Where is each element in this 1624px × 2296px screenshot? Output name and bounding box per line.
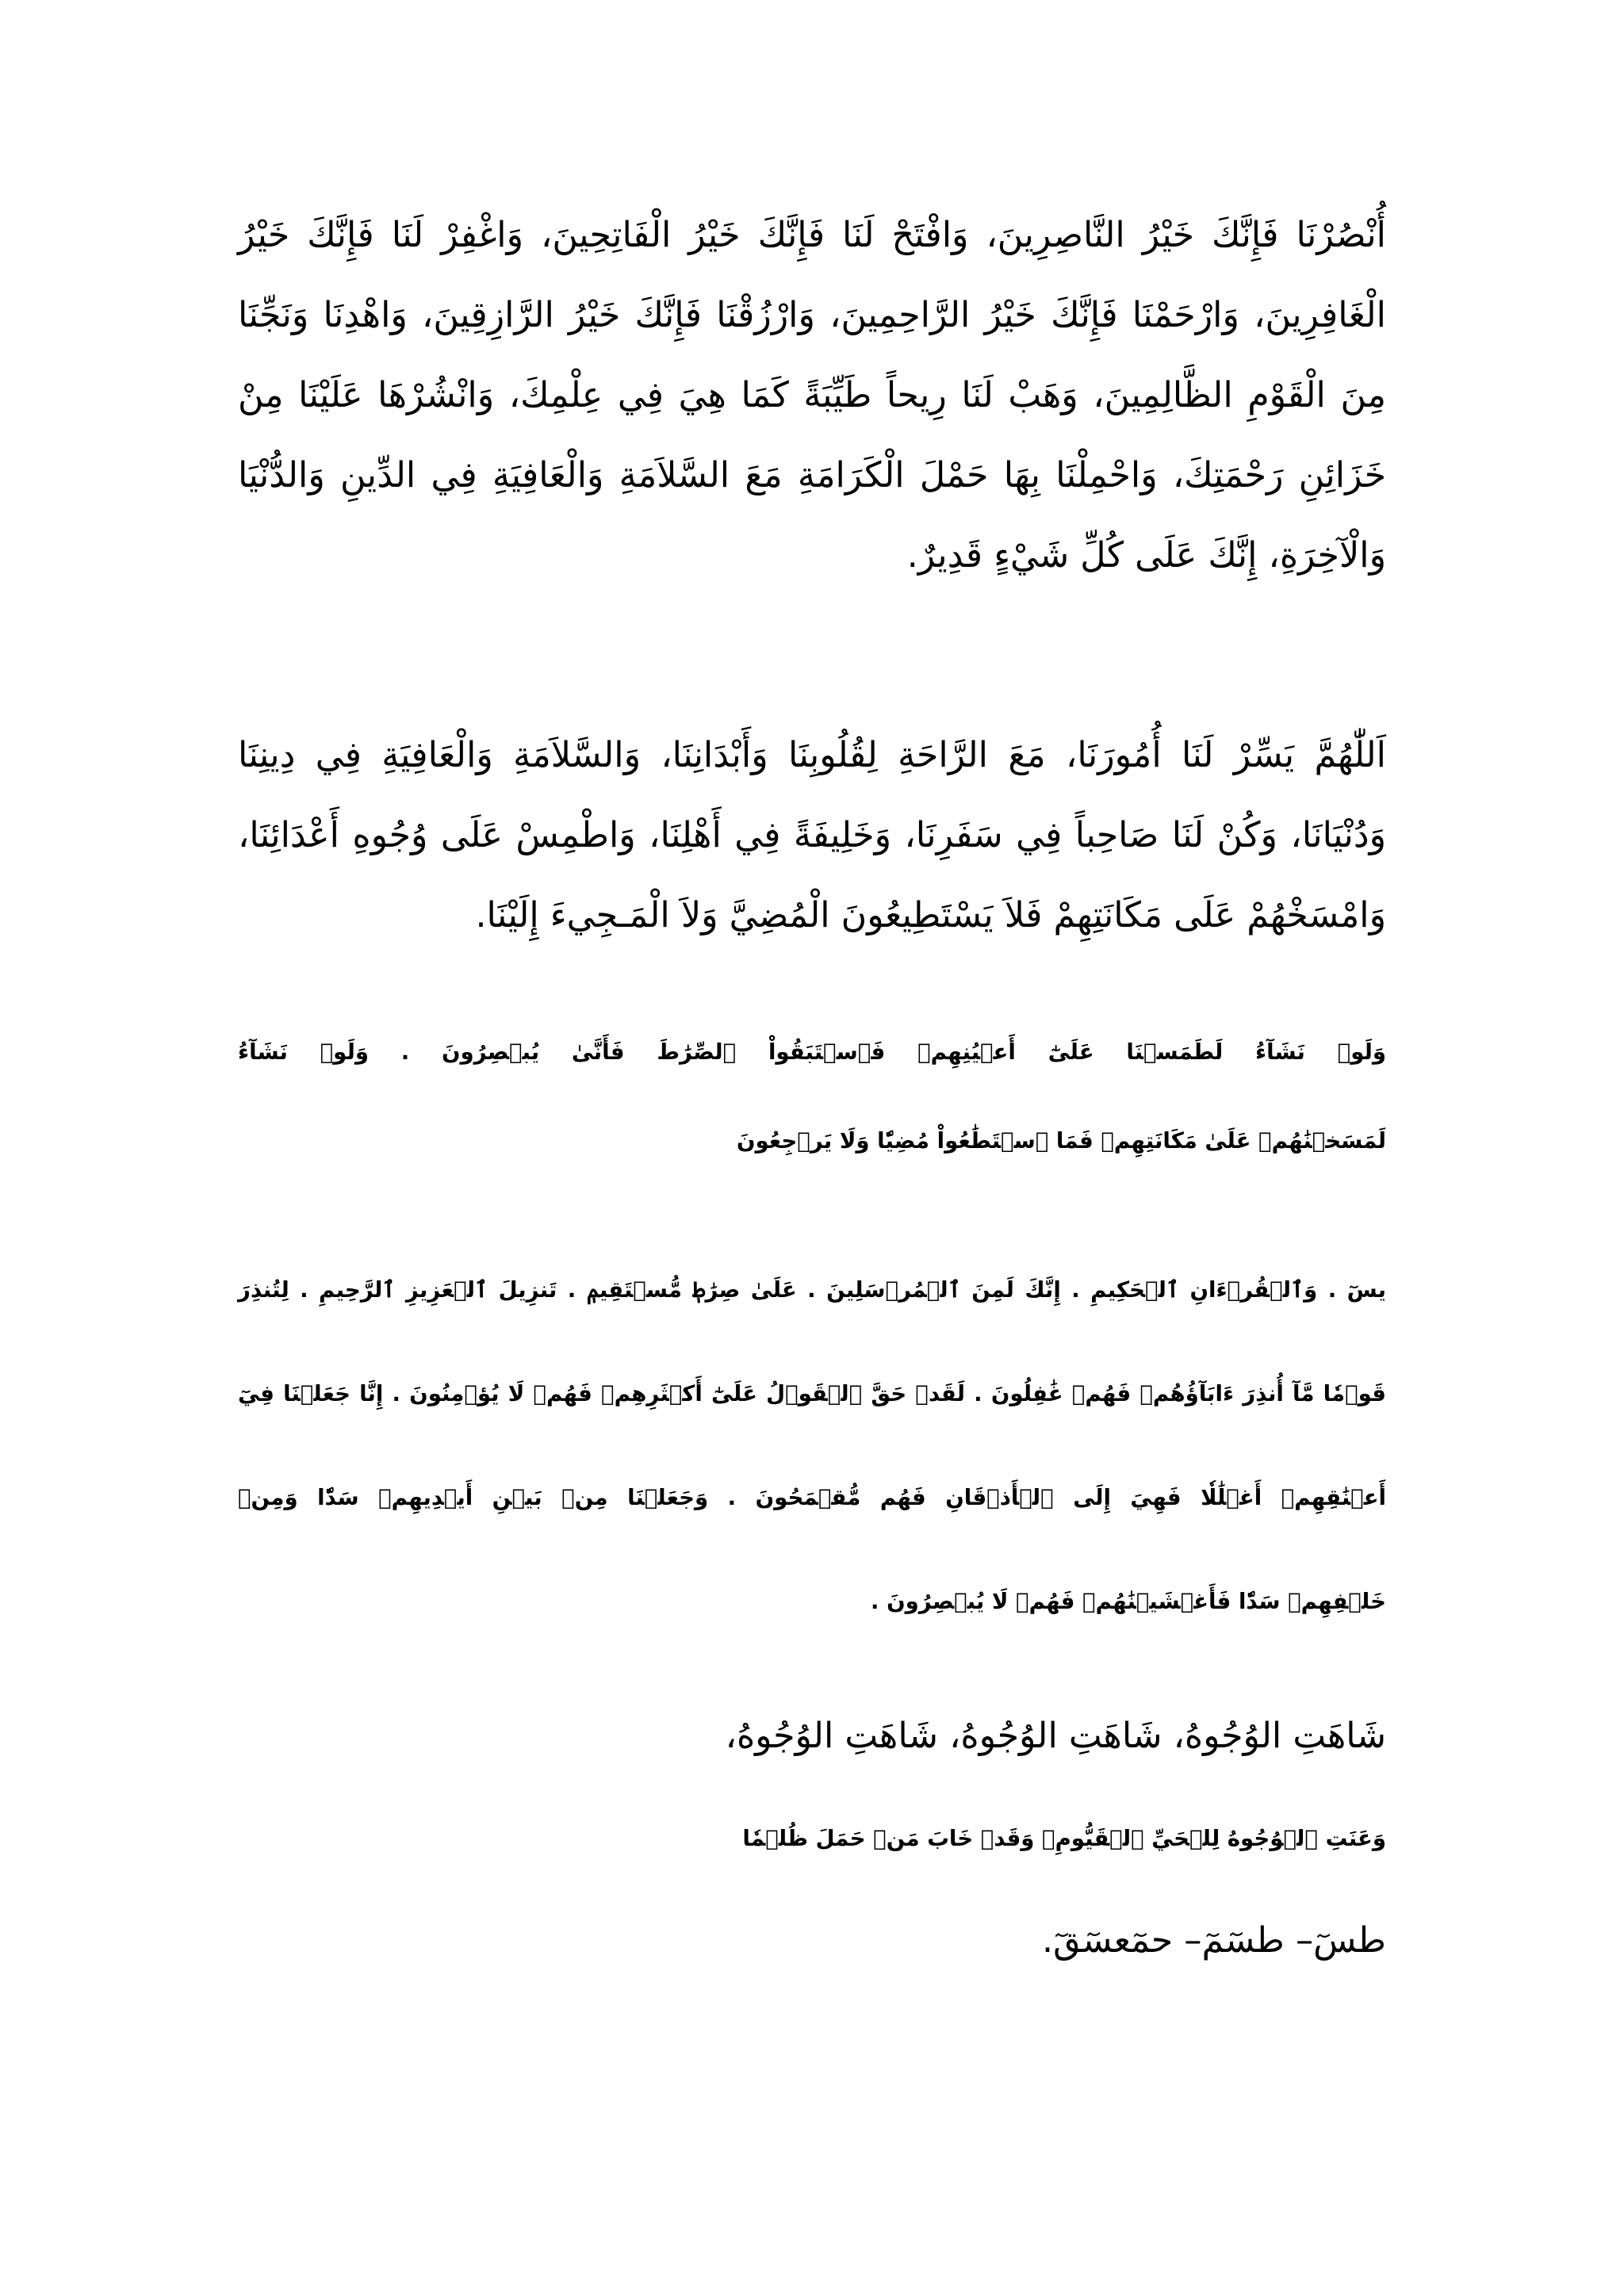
text-line: وَالْآخِرَةِ، إِنَّكَ عَلَى كُلِّ شَيْءٍ قَدِيرٌ. <box>906 535 1386 576</box>
supplication-paragraph-1 <box>238 195 1386 595</box>
phrase-line <box>238 1697 1386 1776</box>
text-line: وَلَوۡ نَشَآءُ لَطَمَسۡنَا عَلَىٰٓ أَعۡيُنِهِمۡ فَٱسۡتَبَقُواْ ٱلصِّرَٰطَ فَأَنَّىٰ يُبۡصِرُونَ . وَلَوۡ نَشَآءُ <box>238 1039 1386 1065</box>
text-line: خَزَائِنِ رَحْمَتِكَ، وَاحْمِلْنَا بِهَا حَمْلَ الْكَرَامَةِ مَعَ السَّلاَمَةِ وَالْعَافِيَةِ فِي الدِّينِ وَالدُّنْيَا <box>238 455 1386 496</box>
text-line: خَلۡفِهِمۡ سَدّٗا فَأَغۡشَيۡنَٰهُمۡ فَهُمۡ لَا يُبۡصِرُونَ . <box>871 1588 1386 1614</box>
text-line: الْغَافِرِينَ، وَارْحَمْنَا فَإِنَّكَ خَيْرُ الرَّاحِمِينَ، وَارْزُقْنَا فَإِنَّكَ خَيْرُ الرَّازِقِينَ، وَاهْدِنَا وَنَجِّنَا <box>238 295 1386 335</box>
letters-line <box>238 1901 1386 1980</box>
text-line: وَدُنْيَانَا، وَكُنْ لَنَا صَاحِباً فِي سَفَرِنَا، وَخَلِيفَةً فِي أَهْلِنَا، وَاطْمِسْ عَلَى وُجُوهِ أَعْدَائِنَا، <box>238 815 1386 855</box>
text-line: قَوۡمٗا مَّآ أُنذِرَ ءَابَآؤُهُمۡ فَهُمۡ غَٰفِلُونَ . لَقَدۡ حَقَّ ٱلۡقَوۡلُ عَلَىٰٓ أَكۡثَرِهِمۡ فَهُمۡ لَا يُؤۡمِنُونَ . إِنَّا جَعَلۡنَا فِيٓ <box>238 1380 1386 1406</box>
verse-paragraph-1 <box>238 1008 1386 1185</box>
text-line: وَامْسَخْهُمْ عَلَى مَكَانَتِهِمْ فَلاَ يَسْتَطِيعُونَ الْمُضِيَّ وَلاَ الْمَـجِيءَ إِلَيْنَا. <box>475 895 1386 936</box>
text-line: لَمَسَخۡنَٰهُمۡ عَلَىٰ مَكَانَتِهِمۡ فَمَا ٱسۡتَطَٰعُواْ مُضِيّٗا وَلَا يَرۡجِعُونَ <box>736 1127 1386 1154</box>
supplication-paragraph-2 <box>238 715 1386 955</box>
text-line: أَعۡنَٰقِهِمۡ أَغۡلَٰلٗا فَهِيَ إِلَى ٱلۡأَذۡقَانِ فَهُم مُّقۡمَحُونَ . وَجَعَلۡنَا مِنۢ بَيۡنِ أَيۡدِيهِمۡ سَدّٗا وَمِنۡ <box>238 1484 1386 1510</box>
text-line: أُنْصُرْنَا فَإِنَّكَ خَيْرُ النَّاصِرِينَ، وَافْتَحْ لَنَا فَإِنَّكَ خَيْرُ الْفَاتِحِينَ، وَاغْفِرْ لَنَا فَإِنَّكَ خَيْرُ <box>238 215 1386 255</box>
verse-paragraph-2 <box>238 1238 1386 1653</box>
text-line: شَاهَتِ الوُجُوهُ، شَاهَتِ الوُجُوهُ، شَاهَتِ الوُجُوهُ، <box>725 1716 1386 1756</box>
text-line: طسٓ– طسٓمٓ– حمٓعسٓقٓ. <box>1042 1920 1386 1961</box>
text-line: يسٓ . وَٱلۡقُرۡءَانِ ٱلۡحَكِيمِ . إِنَّكَ لَمِنَ ٱلۡمُرۡسَلِينَ . عَلَىٰ صِرَٰطٖ مُّسۡتَقِيمٖ . تَنزِيلَ ٱلۡعَزِيزِ ٱلرَّحِيمِ . لِتُنذِرَ <box>238 1276 1386 1303</box>
text-line: وَعَنَتِ ٱلۡوُجُوهُ لِلۡحَيِّ ٱلۡقَيُّومِۖ وَقَدۡ خَابَ مَنۡ حَمَلَ ظُلۡمٗا <box>742 1825 1386 1851</box>
text-line: مِنَ الْقَوْمِ الظَّالِمِينَ، وَهَبْ لَنَا رِيحاً طَيِّبَةً كَمَا هِيَ فِي عِلْمِكَ، وَانْشُرْهَا عَلَيْنَا مِنْ <box>238 375 1386 415</box>
text-line: اَللّٰهُمَّ يَسِّرْ لَنَا أُمُورَنَا، مَعَ الرَّاحَةِ لِقُلُوبِنَا وَأَبْدَانِنَا، وَالسَّلاَمَةِ وَالْعَافِيَةِ فِي دِينِنَا <box>238 735 1386 775</box>
verse-line <box>238 1795 1386 1882</box>
